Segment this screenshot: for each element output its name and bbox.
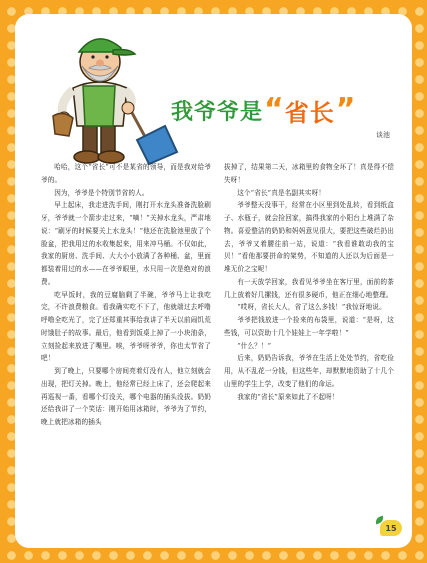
paragraph: 早上起床，我走进洗手间，刚打开水龙头准备洗脸刷牙，爷爷就一个箭步走过来，“嘀！”关掉水龙头，严肃地说：“刷牙的时候要关上水龙头！”他还在洗脸池里放了个脸盆，把我用过的水收集起来，用来冲马桶。不仅如此，我家的厨房、洗手间、大大小小放满了各种桶、盆，里面都装着用过的水——在爷爷眼里，水只用一次是绝对的浪费。 <box>41 201 211 286</box>
title-quote-close: ” <box>335 92 356 127</box>
column-right <box>224 161 394 403</box>
paragraph: 这个“省长”真是名副其实呀！ <box>237 188 326 197</box>
paragraph: 到了晚上，只要哪个房间亮着灯没有人，他立刻就会出现，把灯关掉。晚上，他经常已经上床了，还会爬起来再巡视一番，看哪个灯没关，哪个电器的插头没拔。奶奶还给我讲了一个笑话：刚开始用冰箱时，爷爷为了节约，晚上就把冰箱的插头 <box>41 367 211 426</box>
paragraph: 爷爷整天没事干，经常在小区里到处乱转，看到纸盒子、水瓶子，就会捡回家，搞得我家的小阳台上堆满了杂物。喜爱整洁的奶奶和妈妈意见很大，要把这些破烂扔出去，爷爷又着腰往前一站，说道：“我看谁敢动我的宝贝！”看他那要拼命的架势，不知道的人还以为后面是一堆无价之宝呢！ <box>224 201 394 273</box>
paragraph: 有一天放学回家，我看见爷爷坐在客厅里，面前的茶几上放着好几摞钱，还有很多硬币，他正在细心地整理。 <box>224 277 394 299</box>
paragraph: 后来，奶奶告诉我，爷爷在生活上处处节约，省吃俭用，从不乱花一分钱，但这些年，却默默地资助了十几个山里的学生上学，改变了他们的命运。 <box>224 354 394 388</box>
title-quote-open: “ <box>264 92 284 127</box>
paragraph: “哎呀，省长大人，省了这么多钱！”我惊讶地说。 <box>237 303 386 312</box>
title-part-1: 我爷爷是 <box>171 99 264 125</box>
grandpa-sweeping-illustration <box>37 18 187 170</box>
page-number: 15 <box>385 523 397 533</box>
paragraph: 我家的“省长”原来如此了不起呀！ <box>237 392 339 401</box>
paragraph: “什么？！” <box>237 341 272 350</box>
article-title <box>171 92 356 128</box>
paragraph: 吃早饭时，我的豆腐脑剩了半碗，爷爷马上让我吃完，不许浪费粮食。看我确实吃不下了，他就端过去呼噜呼噜全吃光了，完了还郑重其事给我讲了半天以前闹饥荒时饿肚子的故事。最后，他看到饭桌上掉了一小块油条，立刻捡起来放进了嘴里。唉，爷爷呀爷爷，你也太节省了吧！ <box>41 290 211 363</box>
paragraph-continued: 拔掉了，结果第二天，冰箱里的食物全坏了！真是得不偿失呀！ <box>224 163 394 184</box>
article-card <box>15 14 412 548</box>
paragraph: 爷爷把钱放进一个捡来的布袋里，说道：“是呀，这些钱，可以资助十几个娃娃上一年学啦！” <box>224 316 394 337</box>
paragraph: 因为，爷爷是个特别节省的人。 <box>54 188 149 197</box>
column-left <box>41 161 211 429</box>
paragraph: 哈哈，这个“省长”可不是某省的领导，而是我对给爷爷的。 <box>41 163 211 184</box>
title-part-2: 省长 <box>284 98 335 127</box>
author-name: 谈池 <box>376 131 390 139</box>
page-number-badge <box>380 520 402 536</box>
